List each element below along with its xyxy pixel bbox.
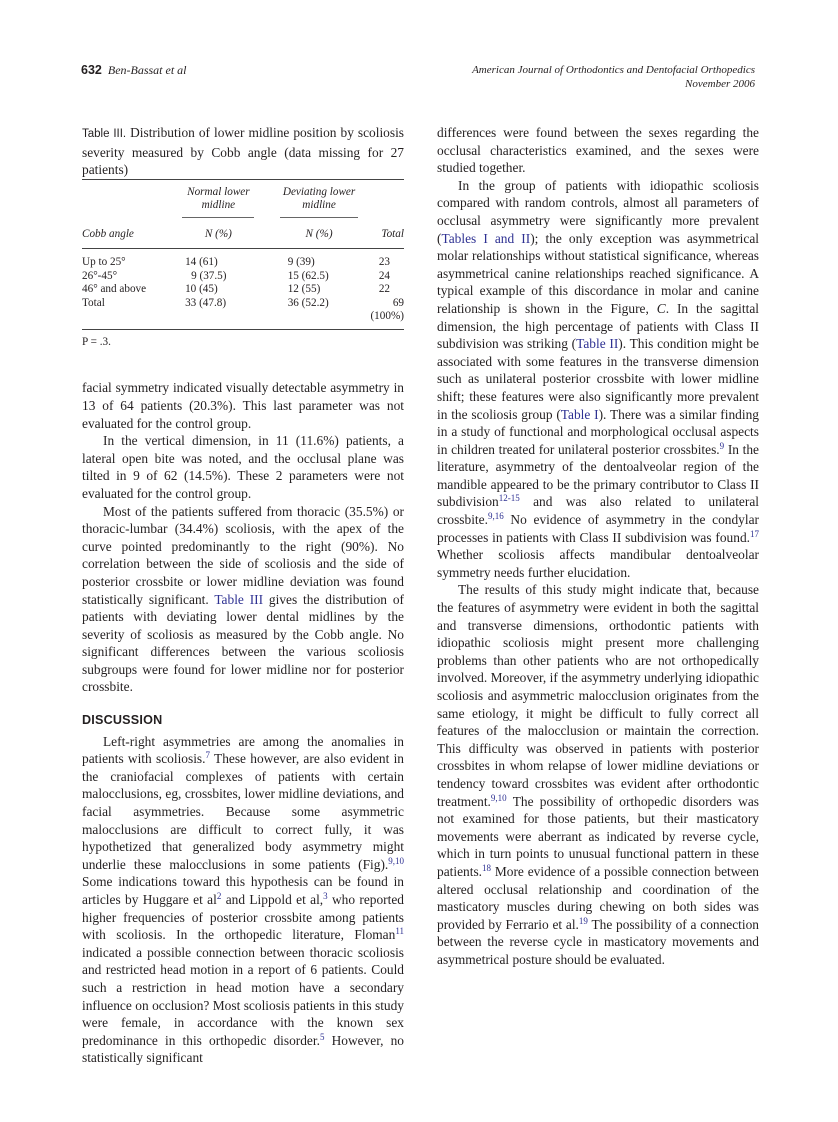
- paragraph: Most of the patients suffered from thoracic (35.5%) or thoracic-lumbar (34.4%) scoliosis, with the apex of the curve pointed predominantly to the right (90%). No correlation between the side of scoliosis and the side of posterior crossbite or lower midline deviation was found statistically significant. Table III gives the distribution of patients with deviating lower dental midlines by the severity of scoliosis as measured by the Cobb angle. No significant differences between the various scoliosis subgroups were found for lower midline nor for posterior crossbite.: [82, 503, 404, 695]
- section-heading: DISCUSSION: [82, 713, 163, 728]
- right-column: [437, 124, 759, 969]
- page-number: 632: [81, 63, 102, 77]
- citation-link[interactable]: 19: [578, 915, 588, 926]
- table-label: Table III.: [82, 128, 127, 140]
- left-column: [82, 124, 404, 1067]
- table-caption-text: Distribution of lower midline position by scoliosis severity measured by Cobb angle (data missing for 27 patients): [82, 125, 405, 178]
- journal-title: American Journal of Orthodontics and Dentofacial Orthopedics: [472, 64, 755, 76]
- running-authors: Ben-Bassat et al: [107, 63, 187, 77]
- group-header-normal: Normal lower midline: [169, 179, 268, 226]
- table-row: 46° and above 10 (45) 12 (55) 22: [82, 283, 390, 296]
- table-iii: [82, 124, 404, 351]
- column-header: Total: [370, 226, 404, 249]
- table-caption: [82, 124, 404, 179]
- data-table: [82, 179, 404, 330]
- table-row: 26°-45° 9 (37.5) 15 (62.5) 24: [82, 269, 390, 282]
- citation-link[interactable]: 12-15: [498, 493, 520, 504]
- citation-link[interactable]: 3: [323, 891, 328, 901]
- table-footnote: P = .3.: [82, 335, 111, 348]
- citation-link[interactable]: 2: [216, 891, 222, 901]
- paragraph: Left-right asymmetries are among the anomalies in patients with scoliosis.$^7$ These however, are also evident in the craniofacial complexes of patients with certain malocclusions, eg, crossbites, lower midline deviations, and facial asymmetries. Because some asymmetric malocclusions are difficult to correct fully, it was hypothetized that generalized body asymmetry might underlie these malocclusions in some patients (Fig).$^{9,10}$ Some indications toward this hypothesis can be found in articles by Huggare et $al^2$ and Lippold et al,$^3$ who reported higher frequencies of posterior crossbite among patients with scoliosis. In the orthopedic literature, Floman$^{11}$ indicated a possible connection between thoracic scoliosis and restricted head motion in a report of 6 patients. Could such a restriction in head motion have a secondary influence on occlusion? Most scoliosis patients in this study were female, in accordance with the known sex predominance in this orthopedic disorder.$^5$ However, no statistically significant: [82, 733, 405, 1066]
- paragraph: facial symmetry indicated visually detectable asymmetry in 13 of 64 patients (20.3%). This last parameter was not evaluated for the control group.: [82, 380, 404, 431]
- table-i-link[interactable]: Table I: [560, 406, 599, 422]
- paragraph: differences were found between the sexes regarding the occlusal characteristics examined, and the sexes were studied together.: [437, 125, 759, 176]
- citation-link[interactable]: 18: [482, 862, 491, 873]
- citation-link[interactable]: 9: [719, 440, 725, 451]
- journal-issue: November 2006: [685, 78, 755, 90]
- group-header-deviating: Deviating lower midline: [268, 179, 371, 226]
- citation-link[interactable]: 9,10: [490, 792, 507, 803]
- paragraph: In the vertical dimension, in 11 (11.6%) patients, a lateral open bite was noted, and the occlusal plane was tilted in 9 of 62 (14.5%). These 2 parameters were not evaluated for the control group.: [82, 433, 404, 501]
- table-ii-link[interactable]: Table II: [576, 336, 619, 352]
- table-iii-link[interactable]: Table III: [214, 591, 264, 607]
- table-row: Total 33 (47.8) 36 (52.2) 69 (100%): [82, 297, 404, 330]
- figure-panel-ref: C: [656, 300, 666, 316]
- running-header-left: [81, 63, 187, 78]
- table-row: Up to 25° 14 (61) 9 (39) 23: [82, 256, 390, 269]
- citation-link[interactable]: 9,10: [388, 855, 404, 866]
- column-header: Cobb angle: [82, 226, 169, 249]
- column-header: N (%): [169, 226, 268, 249]
- paragraph: In the group of patients with idiopathic scoliosis compared with random controls, almost all parameters of occlusal asymmetry were significantly more prevalent (Tables I and II); the only exception was asymmetrical molar relationships without statistical significance, whereas asymmetrical canine relationships reached significance. A typical example of this discordance in molar and canine relationship is shown in the Figure, C. In the sagittal dimension, the high percentage of patients with Class II subdivision was striking (Table II). This condition might be associated with some features in the transverse dimension such as unilateral posterior crossbite with lower midline shift; these features were also significantly more prevalent in the scoliosis group (Table I). There was a similar finding in a study of functional and morphological occlusal aspects in children treated for unilateral posterior crossbites.$^9$ In the literature, asymmetry of the dentoalveolar region of the mandible appeared to be the primary contributor to Class II subdivision$^{12-15}$ and was also related to unilateral crossbite.$^{9,16}$ No evidence of asymmetry in the condylar processes in patients with Class II subdivision was found.$^{17}$ Whether scoliosis affects mandibular dentoalveolar symmetry needs further elucidation.: [437, 177, 760, 580]
- citation-link[interactable]: 9,16: [487, 511, 504, 522]
- citation-link[interactable]: 5: [319, 1031, 325, 1042]
- citation-link[interactable]: 17: [750, 528, 759, 539]
- citation-link[interactable]: 7: [205, 750, 210, 761]
- tables-i-ii-link[interactable]: Tables I and II: [441, 230, 531, 246]
- column-header: N (%): [268, 226, 371, 249]
- paragraph: The results of this study might indicate that, because the features of asymmetry were evident in both the sagittal and transverse dimensions, orthodontic patients with idiopathic scoliosis might present more challenging problems than other patients who are not orthopedically involved. Moreover, if the asymmetry underlying idiopathic scoliosis and asymmetric malocclusion originates from the same etiology, it might be difficult to fully correct all features of the malocclusion or maintain the correction. This difficulty was observed in patients with posterior crossbites in whom relapse of lower midline deviations or tendency toward crossbites was evident after orthodontic treatment.$^{9,10}$ The possibility of orthopedic disorders was not examined for those patients, but their masticatory movements were aberrant as indicated by reverse cycle, which in turn points to unusual functional pattern in these patients.$^{18}$ More evidence of a possible connection between altered occlusal relationship and coordination of the masticatory muscles during chewing on both sides was provided by Ferrario et al.$^{19}$ The possibility of a connection between the reverse cycle in masticatory movements and asymmetrical posture should be evaluated.: [437, 582, 760, 967]
- citation-link[interactable]: 11: [395, 926, 404, 937]
- running-header-right: [472, 63, 755, 91]
